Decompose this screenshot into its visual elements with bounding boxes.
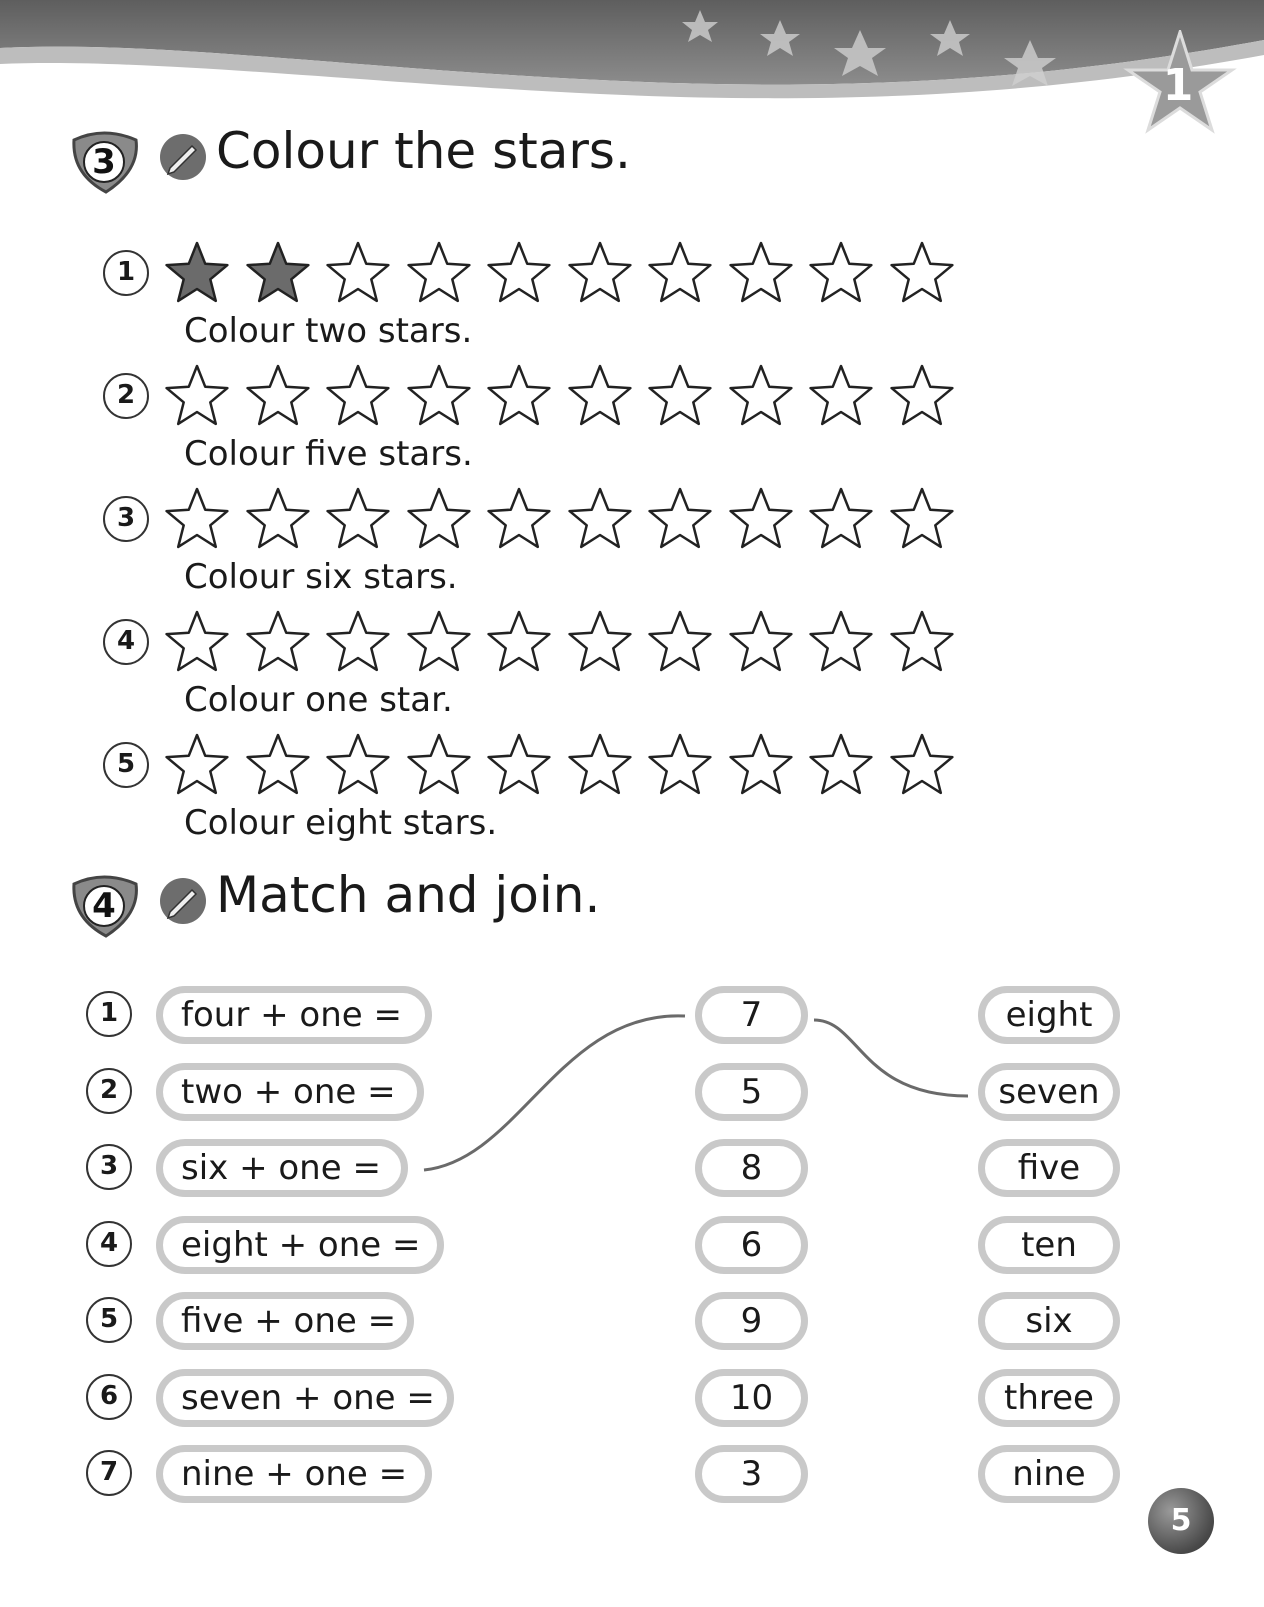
section-3-number: 3	[92, 142, 116, 182]
digit-pill[interactable]: 3	[695, 1445, 808, 1503]
star-icon[interactable]	[889, 732, 955, 798]
word-pill[interactable]: five	[978, 1139, 1120, 1197]
word-pill[interactable]: seven	[978, 1063, 1120, 1121]
section-4-number: 4	[92, 886, 116, 926]
star-icon[interactable]	[164, 486, 230, 552]
star-icon[interactable]	[245, 732, 311, 798]
page-number: 5	[1148, 1488, 1214, 1554]
star-icon[interactable]	[808, 486, 874, 552]
sum-pill[interactable]: four + one =	[156, 986, 432, 1044]
star-icon[interactable]	[245, 609, 311, 675]
word-pill[interactable]: eight	[978, 986, 1120, 1044]
sum-number: 4	[86, 1221, 132, 1267]
star-icon[interactable]	[486, 486, 552, 552]
sum-number: 1	[86, 991, 132, 1037]
star-icon[interactable]	[486, 240, 552, 306]
star-row	[164, 240, 964, 310]
star-icon[interactable]	[406, 609, 472, 675]
star-icon[interactable]	[567, 609, 633, 675]
star-instruction: Colour two stars.	[184, 311, 473, 351]
sum-pill[interactable]: five + one =	[156, 1292, 414, 1350]
star-icon[interactable]	[325, 609, 391, 675]
sum-number: 2	[86, 1068, 132, 1114]
star-icon[interactable]	[164, 609, 230, 675]
star-icon[interactable]	[567, 240, 633, 306]
digit-pill[interactable]: 10	[695, 1369, 808, 1427]
star-instruction: Colour eight stars.	[184, 803, 498, 843]
pencil-icon	[158, 132, 208, 182]
sum-pill[interactable]: eight + one =	[156, 1216, 444, 1274]
star-icon[interactable]	[245, 363, 311, 429]
word-pill[interactable]: ten	[978, 1216, 1120, 1274]
word-pill[interactable]: six	[978, 1292, 1120, 1350]
star-icon[interactable]	[728, 486, 794, 552]
section-3-badge	[66, 130, 142, 196]
sum-pill[interactable]: six + one =	[156, 1139, 408, 1197]
star-icon[interactable]	[808, 363, 874, 429]
unit-number: 1	[1162, 60, 1194, 111]
sum-pill[interactable]: two + one =	[156, 1063, 424, 1121]
star-row	[164, 486, 964, 556]
star-icon[interactable]	[406, 486, 472, 552]
star-icon[interactable]	[889, 363, 955, 429]
star-icon[interactable]	[406, 732, 472, 798]
digit-pill[interactable]: 9	[695, 1292, 808, 1350]
star-icon[interactable]	[889, 240, 955, 306]
digit-pill[interactable]: 8	[695, 1139, 808, 1197]
star-row	[164, 609, 964, 679]
star-icon[interactable]	[567, 732, 633, 798]
star-icon[interactable]	[325, 732, 391, 798]
sum-pill[interactable]: nine + one =	[156, 1445, 432, 1503]
item-number: 3	[103, 496, 149, 542]
unit-star-badge	[1120, 30, 1240, 150]
sum-number: 3	[86, 1144, 132, 1190]
section-4-title: Match and join.	[216, 866, 601, 924]
section-3-title: Colour the stars.	[216, 122, 631, 180]
star-instruction: Colour five stars.	[184, 434, 473, 474]
digit-pill[interactable]: 6	[695, 1216, 808, 1274]
star-icon[interactable]	[728, 240, 794, 306]
star-icon[interactable]	[647, 486, 713, 552]
item-number: 2	[103, 373, 149, 419]
section-4-header	[66, 866, 766, 946]
star-icon[interactable]	[647, 240, 713, 306]
star-icon[interactable]	[245, 240, 311, 306]
section-4-badge	[66, 874, 142, 940]
star-icon[interactable]	[889, 609, 955, 675]
sum-number: 5	[86, 1297, 132, 1343]
digit-pill[interactable]: 7	[695, 986, 808, 1044]
star-icon[interactable]	[164, 363, 230, 429]
word-pill[interactable]: three	[978, 1369, 1120, 1427]
star-icon[interactable]	[808, 609, 874, 675]
star-icon[interactable]	[245, 486, 311, 552]
star-icon[interactable]	[325, 240, 391, 306]
item-number: 5	[103, 742, 149, 788]
star-icon[interactable]	[808, 240, 874, 306]
pencil-icon	[158, 876, 208, 926]
star-row	[164, 732, 964, 802]
star-icon[interactable]	[567, 486, 633, 552]
star-instruction: Colour six stars.	[184, 557, 458, 597]
star-instruction: Colour one star.	[184, 680, 453, 720]
star-icon[interactable]	[567, 363, 633, 429]
star-icon[interactable]	[486, 363, 552, 429]
section-3-header	[66, 122, 766, 202]
star-icon[interactable]	[808, 732, 874, 798]
join-line-sum3-to-7	[424, 1016, 685, 1170]
star-icon[interactable]	[164, 732, 230, 798]
star-icon[interactable]	[647, 609, 713, 675]
sum-pill[interactable]: seven + one =	[156, 1369, 454, 1427]
star-icon[interactable]	[728, 732, 794, 798]
star-row	[164, 363, 964, 433]
item-number: 4	[103, 619, 149, 665]
star-icon[interactable]	[164, 240, 230, 306]
star-icon[interactable]	[486, 732, 552, 798]
star-icon[interactable]	[728, 363, 794, 429]
sum-number: 6	[86, 1374, 132, 1420]
sum-number: 7	[86, 1450, 132, 1496]
star-icon[interactable]	[406, 240, 472, 306]
item-number: 1	[103, 250, 149, 296]
join-line-7-to-seven	[814, 1020, 968, 1096]
star-icon[interactable]	[728, 609, 794, 675]
star-icon[interactable]	[486, 609, 552, 675]
word-pill[interactable]: nine	[978, 1445, 1120, 1503]
star-icon[interactable]	[647, 363, 713, 429]
star-icon[interactable]	[889, 486, 955, 552]
digit-pill[interactable]: 5	[695, 1063, 808, 1121]
star-icon[interactable]	[406, 363, 472, 429]
star-icon[interactable]	[325, 363, 391, 429]
star-icon[interactable]	[325, 486, 391, 552]
star-icon[interactable]	[647, 732, 713, 798]
